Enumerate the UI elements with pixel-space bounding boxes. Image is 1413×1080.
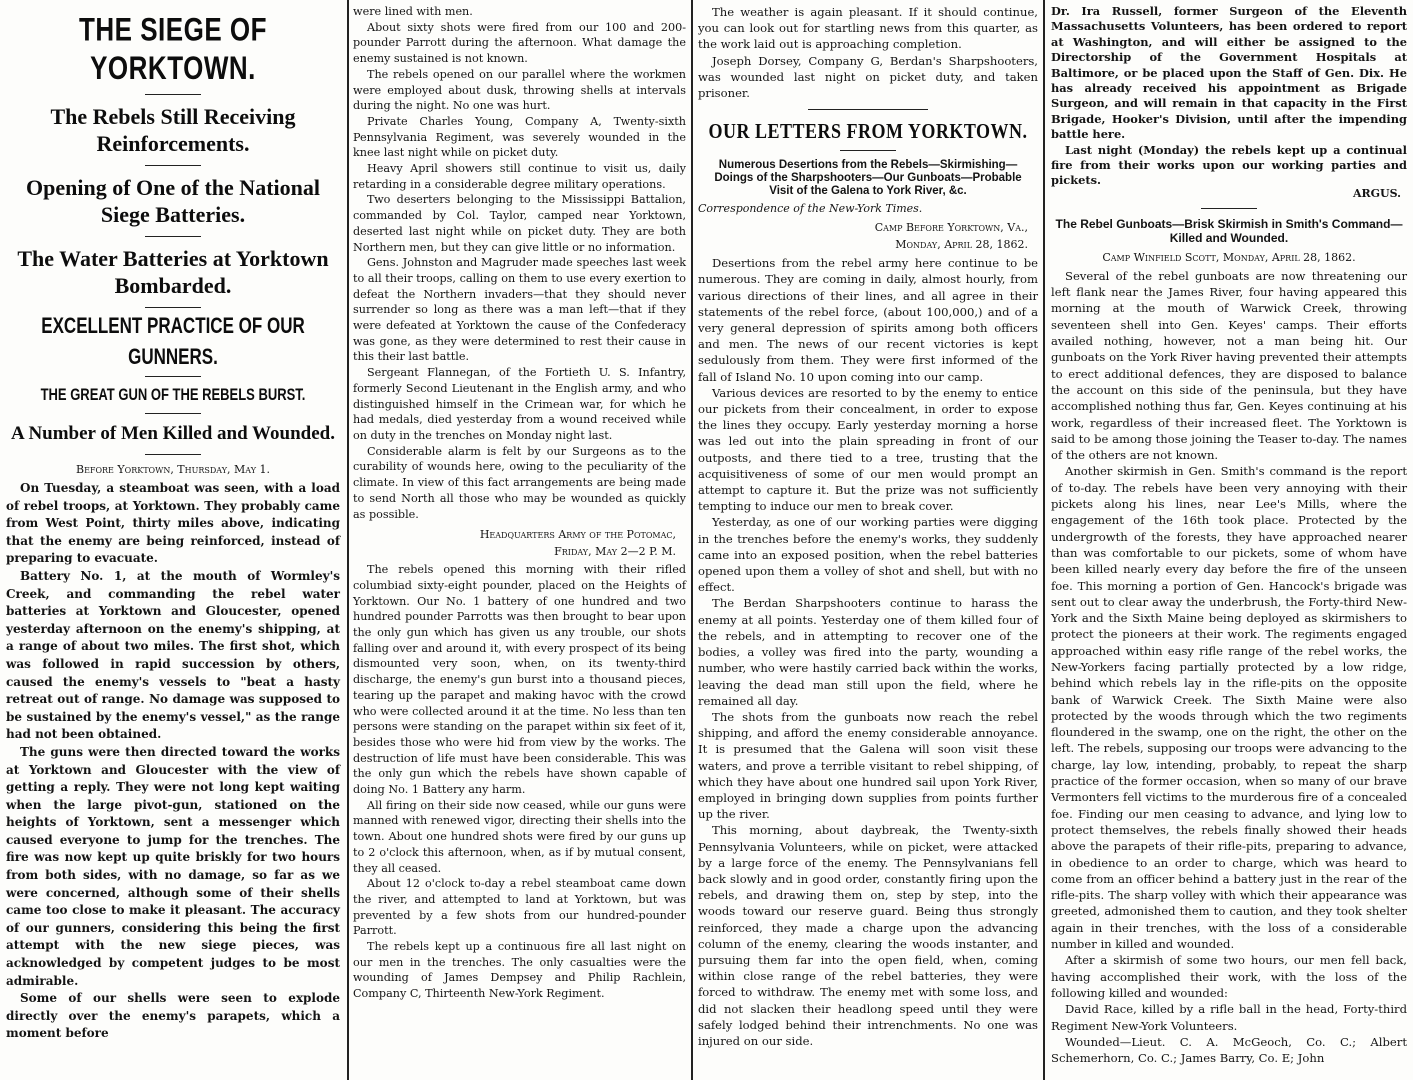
paragraph: Various devices are resorted to by the enemy to entice our pickets from their concealment, in order to expose the lines they occupy. Early yesterday morning a horse was led out into the plain spreading in front of our outposts, and there tied to a tree, trusting that the acquisitiveness of some of our men would prompt an attempt to capture it. But the prize was not sufficiently tempting to induce our men to break cover. [698, 385, 1038, 514]
column-1 [0, 0, 346, 1080]
deck-gunners: EXCELLENT PRACTICE OF OUR GUNNERS. [41, 313, 305, 370]
paragraph: Sergeant Flannegan, of the Fortieth U. S. Infantry, formerly Second Lieutenant in the English army, and who distinguished himself in the Crimean war, for which he had medals, died yesterday from a wound received while on duty in the trenches on Monday night last. [353, 366, 686, 442]
deck-killed-wounded: A Number of Men Killed and Wounded. [11, 423, 335, 444]
column-4 [1043, 0, 1413, 1080]
rule [145, 454, 201, 455]
paragraph: Wounded—Lieut. C. A. McGeoch, Co. C.; Albert Schemerhorn, Co. C.; James Barry, Co. E; John [1051, 1034, 1407, 1066]
rule [808, 109, 928, 110]
paragraph: About sixty shots were fired from our 100 and 200-pounder Parrott during the afternoon. What damage the enemy sustained is not known. [353, 20, 686, 66]
rule [145, 236, 201, 237]
deck-great-gun: THE GREAT GUN OF THE REBELS BURST. [40, 384, 306, 405]
paragraph: Private Charles Young, Company A, Twenty-sixth Pennsylvania Regiment, was severely wounded in the knee last night while on picket duty. [353, 114, 686, 160]
paragraph: After a skirmish of some two hours, our men fell back, having accomplished their work, with the loss of the following killed and wounded: [1051, 953, 1407, 1000]
paragraph: Yesterday, as one of our working parties were digging in the trenches before the enemy's works, they suddenly came into an exposed position, when the rebel batteries opened upon them a volley of shot and shell, but with no effect. [698, 515, 1038, 595]
paragraph: Last night (Monday) the rebels kept up a continual fire from their works upon our working parties and pickets. [1051, 142, 1407, 188]
paragraph: Desertions from the rebel army here continue to be numerous. They are coming in daily, almost hourly, from various directions of their lines, and all agree in their statements of the rebel force, (about 100,000,) and of a very general depression of spirits among both officers and men. The news of our recent victories is kept sedulously from them. They were first informed of the fall of Island No. 10 upon coming into our camp. [698, 256, 1038, 384]
paragraph: Another skirmish in Gen. Smith's command is the report of to-day. The rebels have been very annoying with their pickets along his lines, near Lee's Mills, where the engagement of the 16th took place. Protected by the undergrowth of the forests, they have approached nearer than was comfortable to our pickets, some of whom have been killed nearly every day before the fire of the unseen foe. This morning a portion of Gen. Hancock's brigade was sent out to clear away the underbrush, the Forty-third New-York and the Sixth Maine being deployed as skirmishers to protect the pioneers at their work. The regiments engaged approached within easy rifle range of the rebel works, the New-Yorkers facing partially protected by a low ridge, behind which rebels lay in the rifle-pits on the opposite bank of Warwick Creek. The Sixth Maine were also protected by the woods through which the two regiments floundered in the swamp, one on the right, the other on the left. The rebels, supposing our troops were advancing to the charge, lay low, intending, probably, to repeat the sharp practice of the former occasion, when so many of our brave Vermonters fell victims to the murderous fire of a concealed foe. Finding our men ceasing to advance, and lying low to protect themselves, the rebels finally showed their heads above the parapets of their rifle-pits, preparing to advance, in obedience to an order to charge, which was heard to come from an officer behind a battery just in the rear of the rifle-pits. The sharp volley with which their appearance was greeted, admonished them to caution, and they took shelter again in their trenches, with the loss of a considerable number in killed and wounded. [1051, 464, 1407, 952]
rule [145, 413, 201, 414]
column-3 [691, 0, 1042, 1080]
paragraph: The rebels opened on our parallel where the workmen were employed about dusk, throwing shells at intervals during the night. No one was hurt. [353, 67, 686, 113]
paragraph: About 12 o'clock to-day a rebel steamboat came down the river, and attempted to land at Yorktown, but was prevented by a few shots from our hundred-pounder Parrott. [353, 877, 686, 938]
column-2 [347, 0, 690, 1080]
rule [145, 307, 201, 308]
rule [1201, 208, 1257, 209]
deck-siege-batteries: Opening of One of the National Siege Batteries. [26, 175, 320, 227]
paragraph: Some of our shells were seen to explode directly over the enemy's parapets, which a moment before [6, 991, 340, 1041]
paragraph: Several of the rebel gunboats are now threatening our left flank near the James River, four having appeared this morning at the mouth of Warwick Creek, throwing seventeen shell into Gen. Keyes' camps. Their efforts availed nothing, however, not a man being hit. Our gunboats on the York River having prevented their attempts to erect additional defences, they are disposed to balance the account on this side of the peninsula, but they have accomplished nothing thus far, Gen. Keyes continuing at his work, regardless of their increased fleet. The Yorktown is said to be among those joining the Teaser to-day. The names of the others are not known. [1051, 268, 1407, 463]
dateline-date: Monday, April 28, 1862. [895, 238, 1028, 252]
rule [840, 150, 896, 151]
paragraph: The shots from the gunboats now reach the rebel shipping, and afford the enemy considerable annoyance. It is presumed that the Galena will soon visit these waters, and prove a terrible visitant to rebel shipping, of which they have about one hundred sail upon York River, employed in bringing down supplies from points further up the river. [698, 709, 1038, 822]
paragraph: Battery No. 1, at the mouth of Wormley's Creek, and commanding the rebel water batteries at Yorktown and Gloucester, opened yesterday afternoon on the enemy's shipping, at a range of about two miles. The first shot, which was followed in rapid succession by others, caused the enemy's vessels to "beat a hasty retreat out of range. No damage was supposed to be sustained by the enemy's vessel," as the range had not been obtained. [6, 568, 340, 742]
rule [145, 165, 201, 166]
paragraph: On Tuesday, a steamboat was seen, with a load of rebel troops, at Yorktown. They probably came from West Point, thirty miles above, indicating that the enemy are being reinforced, instead of preparing to evacuate. [6, 481, 340, 566]
paragraph: Joseph Dorsey, Company G, Berdan's Sharpshooters, was wounded last night on picket duty, and taken prisoner. [698, 53, 1038, 101]
signature: ARGUS. [1352, 186, 1401, 200]
letters-headline: OUR LETTERS FROM YORKTOWN. [708, 119, 1028, 144]
dateline: Headquarters Army of the Potomac, [479, 528, 676, 542]
dateline: Camp Winfield Scott, Monday, April 28, 1862. [1102, 250, 1356, 264]
correspondence-line: Correspondence of the New-York Times. [698, 202, 923, 216]
paragraph: Two deserters belonging to the Mississippi Battalion, commanded by Col. Taylor, camped near Yorktown, deserted last night while on picket duty. They are both Northern men, but they can give little or no information. [353, 193, 686, 254]
gunboats-headline: The Rebel Gunboats—Brisk Skirmish in Smith's Command—Killed and Wounded. [1055, 216, 1403, 245]
paragraph: The rebels kept up a continuous fire all last night on our men in the trenches. The only casualties were the wounding of James Dempsey and Philip Rachlein, Company C, Thirteenth New-York Regiment. [353, 940, 686, 1001]
deck-water-batteries: The Water Batteries at Yorktown Bombarded. [17, 246, 329, 298]
rule [145, 94, 201, 95]
dateline: Before Yorktown, Thursday, May 1. [75, 463, 270, 476]
letters-deck: Numerous Desertions from the Rebels—Skirmishing—Doings of the Sharpshooters—Our Gunboats—Probable Visit of the Galena to York River, &c. [714, 159, 1022, 198]
paragraph: The Berdan Sharpshooters continue to harass the enemy at all points. Yesterday one of them killed four of the rebels, and in attempting to recover one of the bodies, a volley was fired into the party, wounding a number, who were hastily carried back within the works, leaving the dead man still upon the field, where he remained all day. [698, 596, 1038, 708]
dateline: Camp Before Yorktown, Va., [874, 221, 1028, 235]
paragraph: were lined with men. [353, 5, 473, 18]
paragraph: This morning, about daybreak, the Twenty-sixth Pennsylvania Volunteers, while on picket, were attacked by a large force of the enemy. The Pennsylvanians fell back slowly and in good order, constantly firing upon the rebels, and drawing them on, step by step, into the woods toward our reserve guard. Being thus strongly reinforced, they made a charge upon the advancing column of the enemy, clearing the woods instanter, and pursuing them far into the open field, when, coming within close range of the rebel batteries, they were forced to withdraw. The enemy met with some loss, and did not slacken their headlong speed until they were safely lodged behind their intrenchments. No one was injured on our side. [698, 823, 1038, 1048]
paragraph: Heavy April showers still continue to visit us, daily retarding in a considerable degree military operations. [353, 162, 686, 191]
paragraph: All firing on their side now ceased, while our guns were manned with renewed vigor, directing their shells into the town. About one hundred shots were fired by our guns up to 2 o'clock this afternoon, when, as if by mutual consent, they all ceased. [353, 798, 686, 875]
rule [145, 376, 201, 377]
paragraph: Dr. Ira Russell, former Surgeon of the Eleventh Massachusetts Volunteers, has been ordered to report at Washington, and will either be assigned to the Directorship of the Government Hospitals at Baltimore, or be placed upon the Staff of Gen. Dix. He has already received his appointment as Brigade Surgeon, and will remain in that capacity in the First Brigade, Hooker's Division, until after the impending battle here. [1051, 4, 1407, 142]
paragraph: Gens. Johnston and Magruder made speeches last week to all their troops, calling on them to use every exertion to defeat the Northern invaders—that they should never surrender so long as there was a man left—that if they were defeated at Yorktown the cause of the Confederacy was gone, as they were determined to rest their cause in this their last battle. [353, 256, 686, 364]
paragraph: Considerable alarm is felt by our Surgeons as to the curability of wounds here, owing to the peculiarity of the climate. In view of this fact arrangements are being made to send North all those who may be wounded as quickly as possible. [353, 444, 686, 521]
paragraph: The rebels opened this morning with their rifled columbiad sixty-eight pounder, placed on the Heights of Yorktown. Our No. 1 battery of one hundred and two hundred pounder Parrotts was then brought to bear upon the only gun which has given us any trouble, our shots falling over and around it, with every prospect of its being dismounted very soon, when, on its twenty-third discharge, the enemy's gun burst into a thousand pieces, tearing up the parapet and making havoc with the crowd who were collected around it at the time. No less than ten persons were standing on the parapet within six feet of it, besides those who were hid from view by the works. The destruction of life must have been considerable. This was the only gun which the rebels have shown capable of doing No. 1 Battery any harm. [353, 563, 686, 797]
paragraph: David Race, killed by a rifle ball in the head, Forty-third Regiment New-York Volunteers. [1051, 1002, 1407, 1033]
main-headline: THE SIEGE OF YORKTOWN. [78, 10, 268, 87]
paragraph: The weather is again pleasant. If it should continue, you can look out for startling news from this quarter, as the work laid out is approaching completion. [698, 5, 1038, 52]
dateline-time: Friday, May 2—2 P. M. [554, 545, 676, 559]
paragraph: The guns were then directed toward the works at Yorktown and Gloucester with the view of getting a reply. They were not long kept waiting when the large pivot-gun, stationed on the heights of Yorktown, sent a messenger which caused everyone to jump for the trenches. The fire was now kept up quite briskly for two hours from both sides, with no damage, so far as we were concerned, although some of their shells came too close to make it pleasant. The accuracy of our gunners, considering this being the first attempt with the new siege pieces, was acknowledged by competent judges to be most admirable. [6, 744, 340, 988]
deck-reinforcements: The Rebels Still Receiving Reinforcements. [50, 104, 296, 156]
